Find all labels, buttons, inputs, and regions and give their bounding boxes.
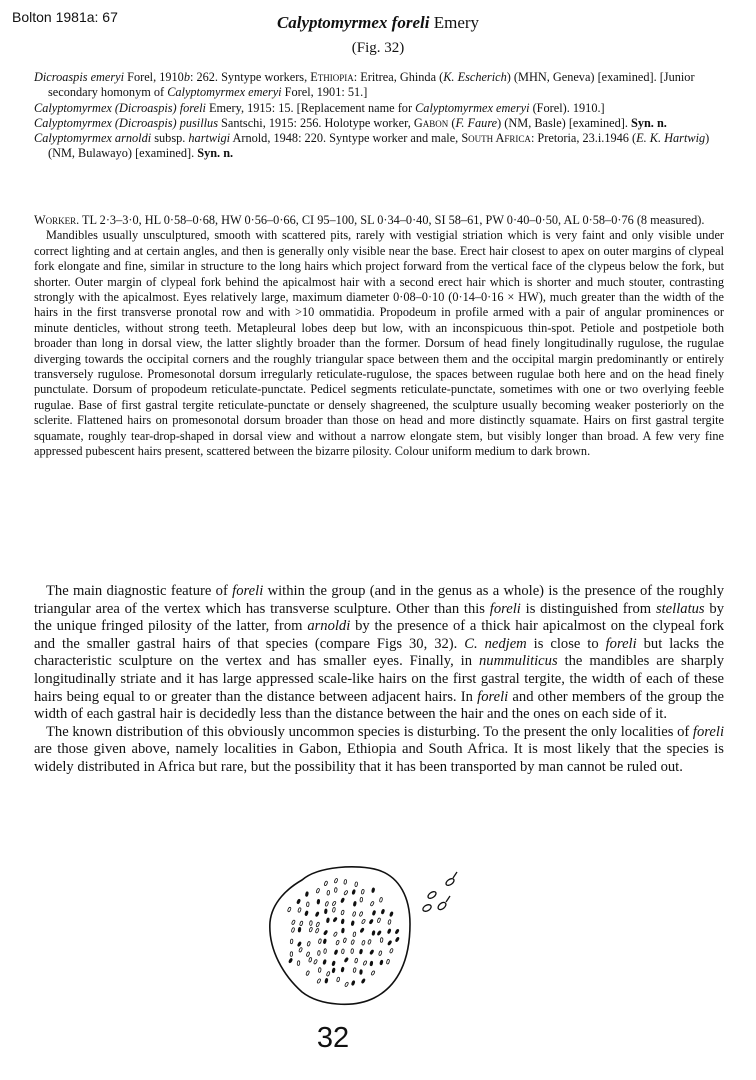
taxon-name: Calyptomyrmex (Dicroaspis) foreli <box>34 100 206 115</box>
figure-reference: (Fig. 32) <box>351 40 405 56</box>
gastral-hair <box>317 899 320 904</box>
taxon-name: foreli <box>605 635 637 652</box>
citation-text: : 262. Syntype workers, <box>190 70 311 84</box>
citation-text: (Forel). 1910.] <box>529 100 605 115</box>
citation-text: Forel, 1910 <box>124 70 184 84</box>
taxon-name: Calyptomyrmex emeryi <box>415 100 530 115</box>
citation-text: ) (NM, Basle) [examined]. <box>497 115 631 130</box>
country-name: Ethiopia <box>310 70 354 84</box>
citation-text: : Pretoria, 23.i.1946 ( <box>530 131 637 146</box>
citation-text: Santschi, 1915: 256. Holotype worker, <box>217 115 414 130</box>
synonymy-list <box>34 70 724 162</box>
tergite-outline <box>270 867 410 1004</box>
citation-text: ( <box>448 115 456 130</box>
collector-name: E. K. Hartwig <box>636 131 706 146</box>
worker-description-text: Mandibles usually unsculptured, smooth with scattered pits, rarely with vestigial striation which is very faint and only visible under correct lighting and at certain angles, and then is generally only visible near the base. Erect hair closest to apex on outer margins of clypeal fork elongate and fine, similar in structure to the long hairs which project forward from the vertical face of the clypeus below the fork, but shorter. Outer margin of clypeal fork behind the apicalmost hair with a second erect hair which is shorter and much stouter, contrasting strongly with the apicalmost. Eyes relatively large, maximum diameter 0·08–0·10 (0·14–0·16 × HW), much greater than the width of the hairs in the first transverse pronotal row and with >10 ommatidia. Propodeum in profile armed with a pair of angular prominences or minute denticles, without strong teeth. Metapleural lobes deep but low, with an inconspicuous thin-spot. Petiole and postpetiole both broader than long in dorsal view, the latter slightly broader than the former. Dorsum of head finely longitudinally rugulose, the rugulae diverging towards the occipital corners and the roughly triangular space between them and the occipital margin predominantly or entirely transversely rugulose. Promesonotal dorsum irregularly reticulate-rugulose, the spaces between rugulae both here and on the head finely punctulate. Dorsum of propodeum reticulate-punctate. Pedicel segments reticulate-punctate, sometimes with one or two overlying feeble rugulae. Base of first gastral tergite reticulate-punctate or densely shagreened, the sculpture usually becoming weaker posteriorly on the sclerite. Flattened hairs on promesonotal dorsum broader than those on head and more distinctly squamate. Hairs on first gastral tergite squamate, roughly tear-drop-shaped in dorsal view and without a narrow elongate stem, but visibly longer than broad. A few very fine appressed pubescent hairs present, scattered between the bizarre pilosity. Colour uniform medium to dark brown. <box>34 228 724 459</box>
taxon-name: Calyptomyrmex (Dicroaspis) pusillus <box>34 115 218 130</box>
syn-nov-label: Syn. n. <box>630 115 667 130</box>
gastral-hair <box>341 928 344 933</box>
text: by the unique fringed pilosity of the latter, from <box>34 600 724 635</box>
syn-nov-label: Syn. n. <box>197 146 234 161</box>
citation-text: ) (NM, Bulawayo) [examined]. <box>48 131 710 161</box>
citation-text: Forel, 1901: 51.] <box>281 85 368 100</box>
text: the mandibles are sharply longitudinally striate and it has large appressed scale-like hairs on the first gastral tergite, the width of each of these hairs being equal to or greater than the distance between adjacent hairs. In <box>34 653 724 705</box>
collector-name: F. Faure <box>455 115 498 130</box>
species-author: Emery <box>433 13 480 32</box>
taxon-name: nummuliticus <box>478 653 558 670</box>
gastral-hair <box>298 927 301 932</box>
diagnosis-paragraph <box>34 583 724 724</box>
citation-text: Emery, 1915: 15. [Replacement name for <box>205 100 416 115</box>
taxon-name: foreli <box>489 600 521 617</box>
detached-hairs <box>422 872 457 913</box>
page-reference: Bolton 1981a: 67 <box>12 9 118 25</box>
taxon-name: foreli <box>232 583 264 599</box>
discussion <box>34 583 724 777</box>
taxon-name: foreli <box>692 723 724 740</box>
text: are those given above, namely localities in Gabon, Ethiopia and South Africa. It is most likely that the species is widely distributed in Africa but rare, but the possibility that it has been transported by man cannot be ruled out. <box>34 741 724 775</box>
text: The known distribution of this obviously uncommon species is disturbing. To the present the only localities of <box>46 723 693 740</box>
text: is close to <box>526 635 606 652</box>
citation-letter: b <box>183 70 190 84</box>
text: by the presence of a thick hair apicalmost on the clypeal fork and the smaller gastral hairs of that species (compare Figs 30, 32). <box>34 618 724 652</box>
gastral-hair <box>370 961 373 966</box>
synonymy-entry <box>34 101 724 116</box>
distribution-paragraph <box>34 724 724 777</box>
taxon-name: Dicroaspis emeryi <box>34 70 125 84</box>
figure-gastral-tergite <box>262 862 472 1022</box>
measurements-text: . TL 2·3–3·0, HL 0·58–0·68, HW 0·56–0·66, CI 95–100, SL 0·34–0·40, SI 58–61, PW 0·40–0·50, AL 0·58–0·76 (8 measured). <box>76 213 705 227</box>
figure-number: 32 <box>316 1022 350 1054</box>
collector-name: K. Escherich <box>443 70 507 84</box>
taxon-name: Calyptomyrmex emeryi <box>167 85 282 100</box>
synonymy-entry <box>34 131 724 162</box>
taxon-name: stellatus <box>655 600 705 617</box>
citation-text: : Eritrea, Ghinda ( <box>353 70 444 84</box>
text: and other members of the group the width of each gastral hair is decidedly less than the distance between the hair and the ones on each side of it. <box>34 688 725 723</box>
text: within the group (and in the genus as a whole) is the presence of the roughly triangular area of the vertex which has transverse sculpture. Other than this <box>34 583 724 617</box>
citation-text: subsp. <box>151 131 189 146</box>
taxon-name: Calyptomyrmex arnoldi <box>34 131 152 146</box>
taxon-name: arnoldi <box>307 618 351 635</box>
worker-measurements <box>34 213 724 228</box>
worker-label: Worker <box>34 213 77 227</box>
gastral-hair <box>324 909 327 914</box>
citation-text: Arnold, 1948: 220. Syntype worker and male, <box>230 131 462 146</box>
taxon-name: hartwigi <box>188 131 231 146</box>
text: The main diagnostic feature of <box>46 583 233 599</box>
text: is distinguished from <box>520 600 656 617</box>
taxon-name: foreli <box>477 688 509 705</box>
species-name: Calyptomyrmex foreli <box>276 13 430 32</box>
citation-text: ) (MHN, Geneva) [examined]. [Junior secondary homonym of <box>48 70 695 100</box>
gastral-hair <box>360 970 363 975</box>
synonymy-entry <box>34 116 724 131</box>
synonymy-entry <box>34 70 724 101</box>
country-name: Gabon <box>413 115 449 130</box>
species-title <box>0 13 756 33</box>
country-name: South Africa <box>461 131 531 146</box>
worker-description <box>34 213 724 460</box>
text: but lacks the characteristic sculpture on the vertex and has smaller eyes. Finally, in <box>34 635 724 670</box>
taxon-name: C. nedjem <box>464 635 527 652</box>
